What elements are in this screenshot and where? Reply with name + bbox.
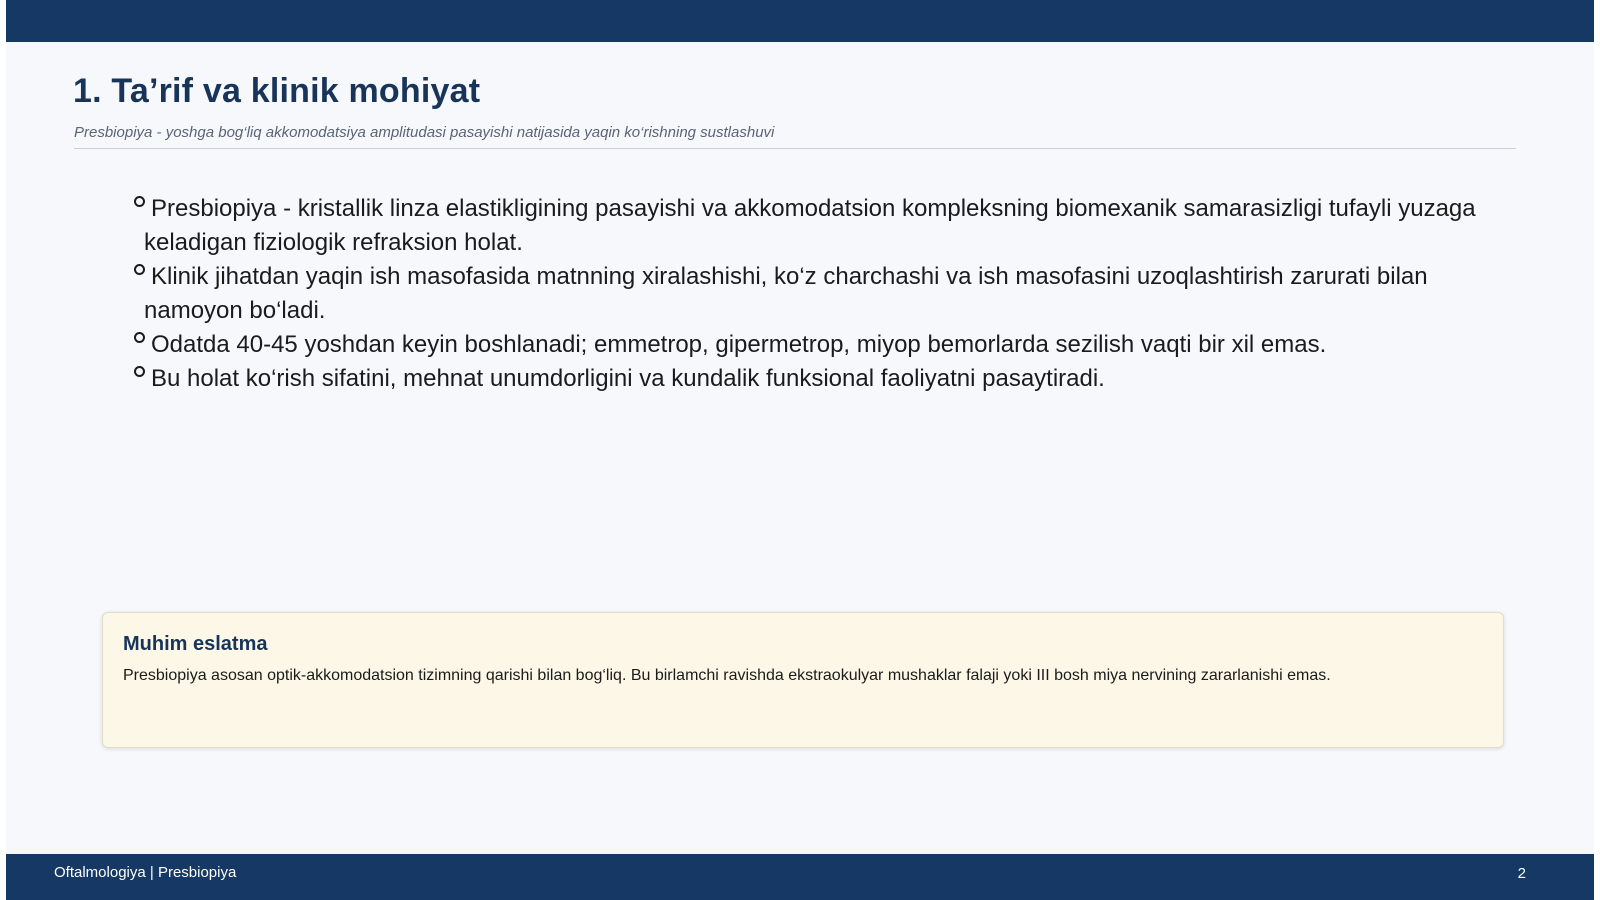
note-text: Presbiopiya asosan optik-akkomodatsion tizimning qarishi bilan bog‘liq. Bu birlamchi ravishda ekstraokulyar mushaklar falaji yoki III bosh miya nervining zararlanishi emas.: [123, 667, 1331, 684]
important-note-box: [102, 612, 1504, 748]
footer-label: Oftalmologiya | Presbiopiya: [54, 864, 237, 881]
title-divider: [74, 148, 1516, 149]
bullet-item: [126, 192, 1526, 260]
bullet-list: [126, 192, 1526, 396]
bullet-text: Bu holat ko‘rish sifatini, mehnat unumdorligini va kundalik funksional faoliyatni pasaytiradi.: [151, 365, 1105, 392]
slide-subtitle: Presbiopiya - yoshga bog‘liq akkomodatsiya amplitudasi pasayishi natijasida yaqin ko‘rishning sustlashuvi: [74, 124, 775, 141]
footer-bar: [6, 854, 1594, 900]
slide: [6, 0, 1594, 900]
bullet-circle-icon: [134, 366, 145, 377]
bullet-circle-icon: [134, 264, 145, 275]
top-banner: [6, 0, 1594, 42]
bullet-circle-icon: [134, 332, 145, 343]
bullet-item: [126, 260, 1526, 328]
bullet-item: [126, 328, 1526, 362]
note-title: Muhim eslatma: [123, 633, 268, 655]
page-number: 2: [1517, 865, 1526, 882]
bullet-text: Odatda 40-45 yoshdan keyin boshlanadi; emmetrop, gipermetrop, miyop bemorlarda sezilish vaqti bir xil emas.: [151, 331, 1327, 358]
bullet-item: [126, 362, 1526, 396]
bullet-circle-icon: [134, 196, 145, 207]
bullet-text: Klinik jihatdan yaqin ish masofasida matnning xiralashishi, ko‘z charchashi va ish masofasini uzoqlashtirish zarurati bilan namoyon bo‘ladi.: [144, 263, 1428, 324]
slide-title: 1. Ta’rif va klinik mohiyat: [73, 72, 481, 110]
bullet-text: Presbiopiya - kristallik linza elastikligining pasayishi va akkomodatsion kompleksning biomexanik samarasizligi tufayli yuzaga keladigan fiziologik refraksion holat.: [144, 195, 1476, 256]
